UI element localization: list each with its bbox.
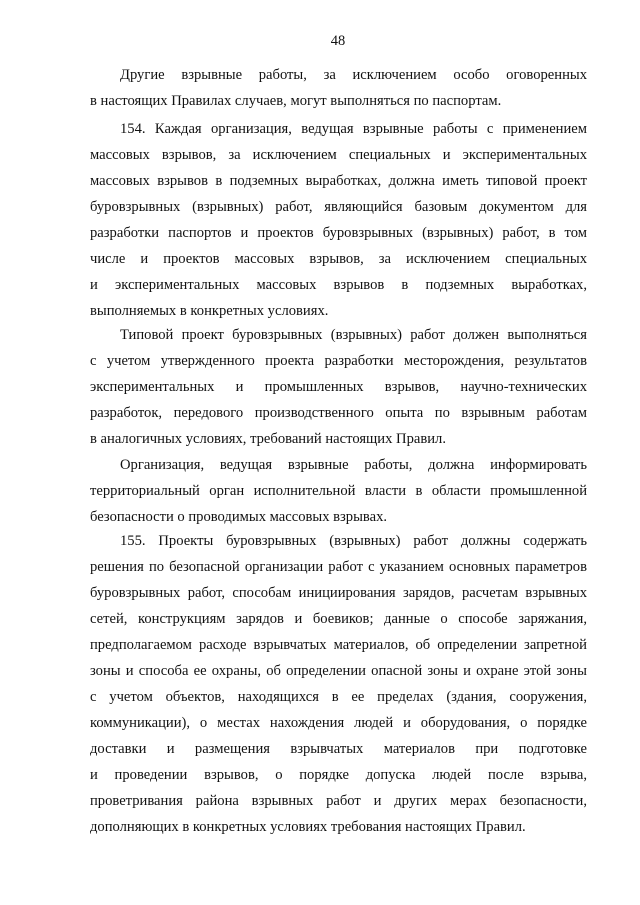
paragraph-5-line-6: зоны и способа ее охраны, об определении опасной зоны и охране этой зоны — [90, 663, 587, 679]
paragraph-5-line-8: коммуникации), о местах нахождения людей и оборудования, о порядке — [90, 715, 587, 731]
paragraph-3-line-5: в аналогичных условиях, требований настоящих Правил. — [90, 431, 446, 447]
page-number: 48 — [330, 33, 346, 49]
paragraph-2-line-3: массовых взрывов в подземных выработках, должна иметь типовой проект — [90, 173, 587, 189]
paragraph-3-line-4: разработок, передового производственного опыта по взрывным работам — [90, 405, 587, 421]
paragraph-5-line-7: с учетом объектов, находящихся в ее пределах (здания, сооружения, — [90, 689, 587, 705]
paragraph-1-line-1: Другие взрывные работы, за исключением особо оговоренных — [120, 67, 587, 83]
paragraph-5-line-4: сетей, конструкциям зарядов и боевиков; данные о способе заряжания, — [90, 611, 587, 627]
paragraph-2-line-7: и экспериментальных массовых взрывов в подземных выработках, — [90, 277, 587, 293]
paragraph-5-line-11: проветривания района взрывных работ и других мерах безопасности, — [90, 793, 587, 809]
paragraph-5-line-5: предполагаемом расходе взрывчатых материалов, об определении запретной — [90, 637, 587, 653]
paragraph-2-line-5: разработки паспортов и проектов буровзрывных (взрывных) работ, в том — [90, 225, 587, 241]
paragraph-3-line-2: с учетом утвержденного проекта разработки месторождения, результатов — [90, 353, 587, 369]
paragraph-5-line-9: доставки и размещения взрывчатых материалов при подготовке — [90, 741, 587, 757]
paragraph-2-line-8: выполняемых в конкретных условиях. — [90, 303, 329, 319]
paragraph-5-line-12: дополняющих в конкретных условиях требования настоящих Правил. — [90, 819, 526, 835]
paragraph-3-line-1: Типовой проект буровзрывных (взрывных) работ должен выполняться — [120, 327, 587, 343]
paragraph-5-line-1: 155. Проекты буровзрывных (взрывных) работ должны содержать — [120, 533, 587, 549]
paragraph-2-line-2: массовых взрывов, за исключением специальных и экспериментальных — [90, 147, 587, 163]
paragraph-1-line-2: в настоящих Правилах случаев, могут выполняться по паспортам. — [90, 93, 502, 109]
paragraph-4-line-2: территориальный орган исполнительной власти в области промышленной — [90, 483, 587, 499]
paragraph-3-line-3: экспериментальных и промышленных взрывов, научно-технических — [90, 379, 587, 395]
paragraph-5-line-2: решения по безопасной организации работ с указанием основных параметров — [90, 559, 587, 575]
paragraph-2-line-4: буровзрывных (взрывных) работ, являющийся базовым документом для — [90, 199, 587, 215]
paragraph-4-line-3: безопасности о проводимых массовых взрывах. — [90, 509, 388, 525]
paragraph-2-line-6: числе и проектов массовых взрывов, за исключением специальных — [90, 251, 587, 267]
paragraph-5-line-10: и проведении взрывов, о порядке допуска людей после взрыва, — [90, 767, 587, 783]
paragraph-5-line-3: буровзрывных работ, способам инициирования зарядов, расчетам взрывных — [90, 585, 587, 601]
paragraph-2-line-1: 154. Каждая организация, ведущая взрывные работы с применением — [120, 121, 587, 137]
paragraph-4-line-1: Организация, ведущая взрывные работы, должна информировать — [120, 457, 587, 473]
